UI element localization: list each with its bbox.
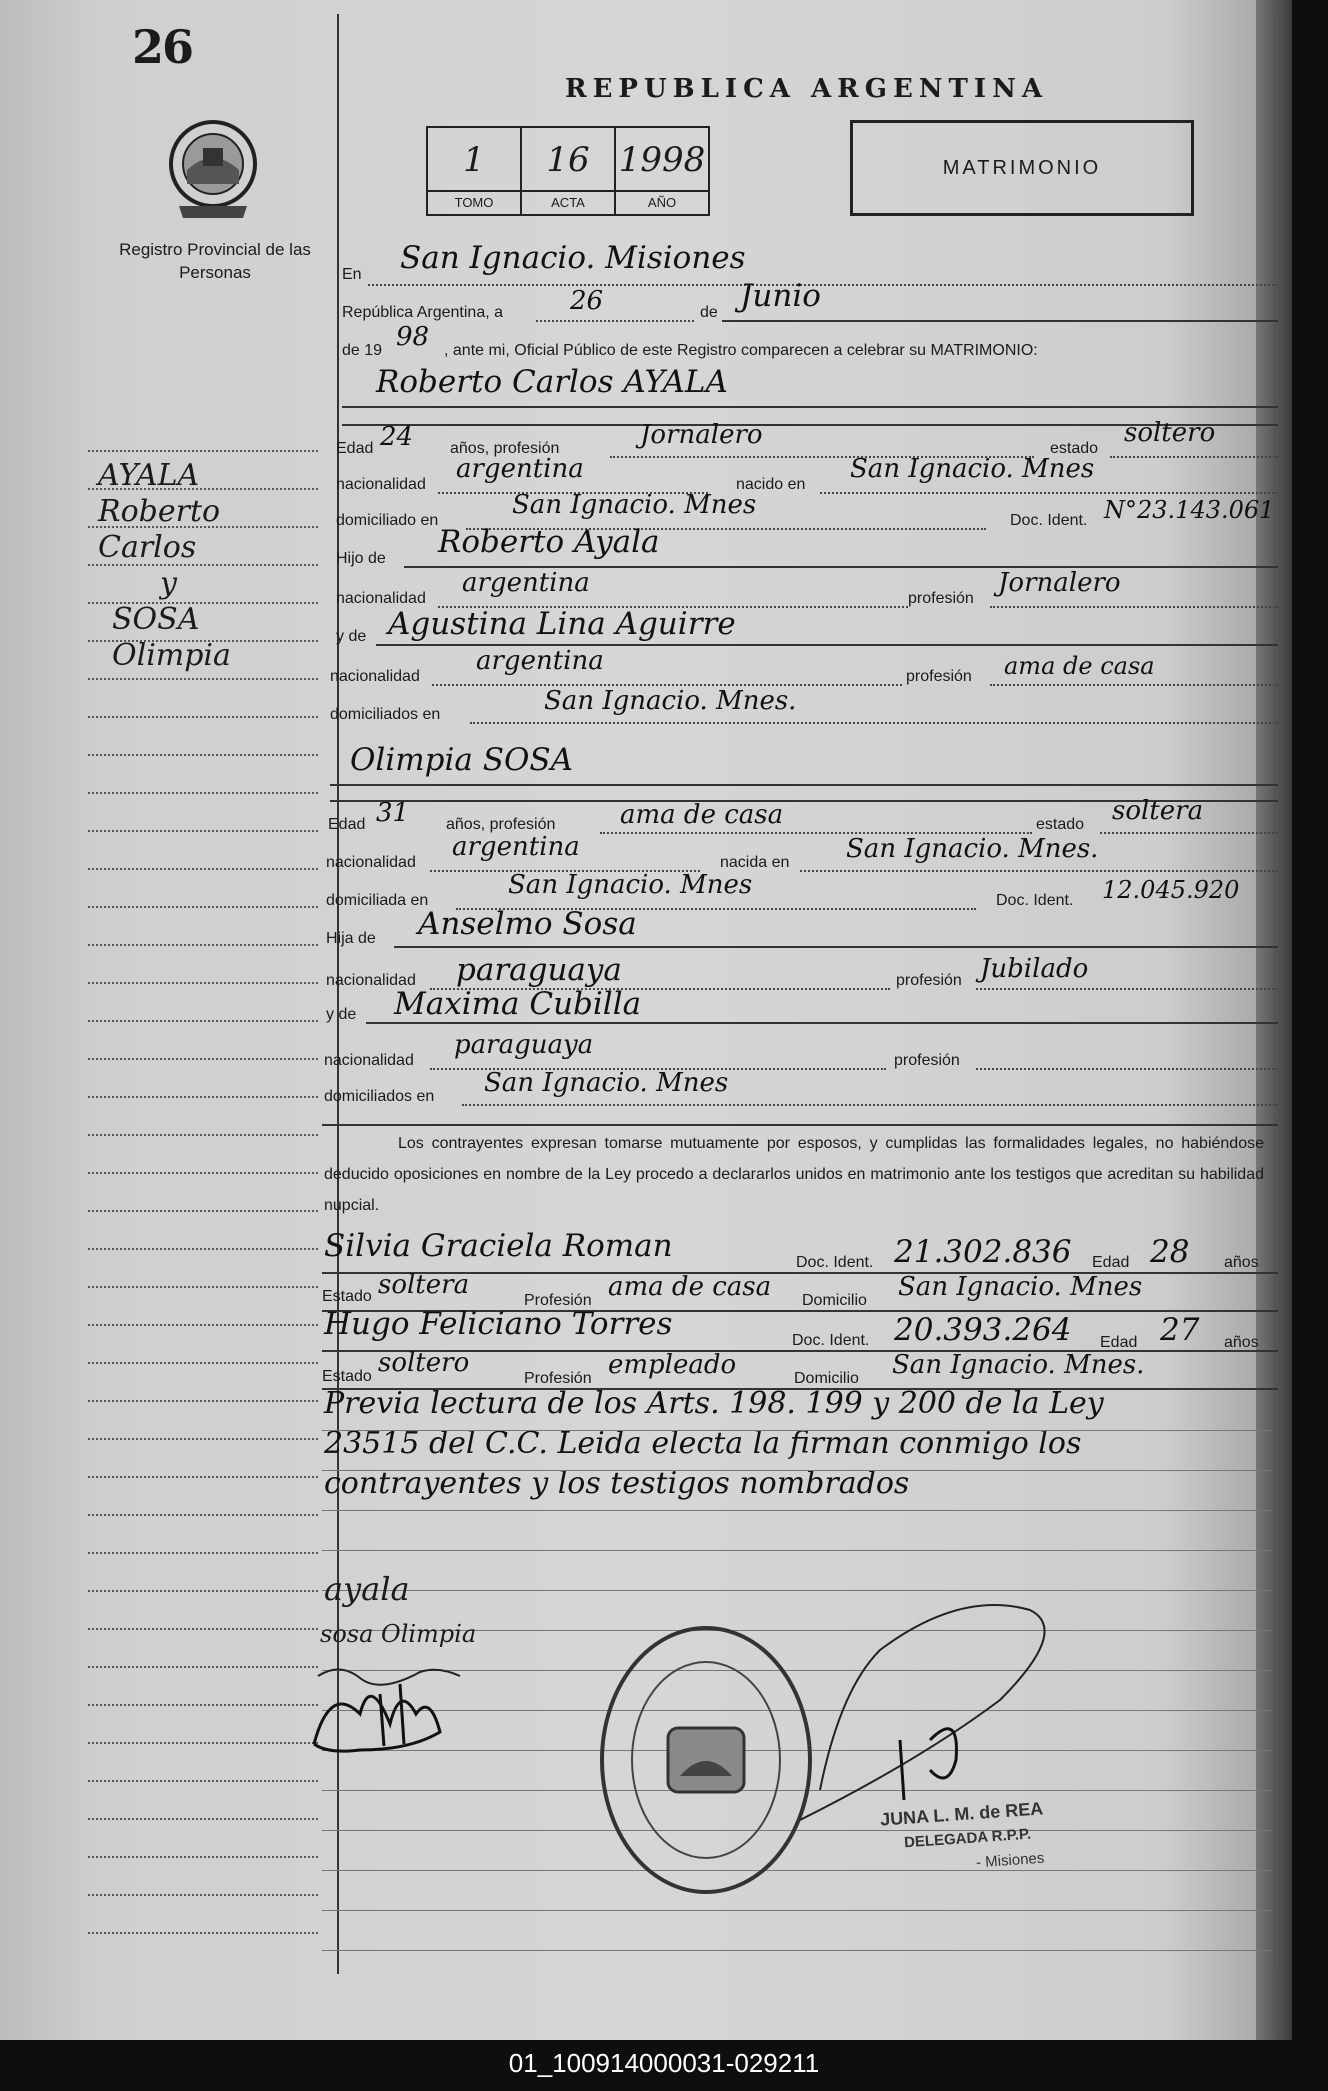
hija-de-label: Hija de [326,930,376,947]
margin-ruled-line [88,906,318,908]
marriage-place: San Ignacio. Misiones [400,240,746,276]
year-prefix: de 19 [342,342,383,359]
witness-2-status: soltero [378,1348,470,1378]
bride-profession: ama de casa [620,800,784,830]
margin-ruled-line [88,1780,318,1782]
marriage-day: 26 [570,286,604,316]
groom-status: soltero [1124,418,1216,448]
nacionalidad-label: nacionalidad [326,972,416,989]
hijo-de-label: Hijo de [336,550,386,567]
fill-line [462,1104,1278,1106]
closing-line: contrayentes y los testigos nombrados [324,1466,910,1501]
bride-doc-number: 12.045.920 [1102,876,1240,904]
groom-age: 24 [380,422,414,452]
margin-ruled-line [88,678,318,680]
margin-ruled-line [88,1704,318,1706]
fill-line [990,606,1278,608]
provincial-crest-logo [165,118,261,226]
fill-line [470,722,1278,724]
closing-line: Previa lectura de los Arts. 198. 199 y 200 de la Ley [324,1386,1104,1421]
body-ruled-line [322,1950,1272,1951]
estado-label: estado [1036,816,1085,833]
doc-ident-label: Doc. Ident. [796,1254,874,1271]
edad-label: Edad [1092,1254,1130,1271]
margin-ruled-line [88,944,318,946]
margin-ruled-line [88,754,318,756]
acta-value: 16 [546,140,590,180]
ano-value: 1998 [618,140,706,180]
groom-residence: San Ignacio. Mnes [512,490,757,520]
fill-line [1100,832,1278,834]
margin-ruled-line [88,1438,318,1440]
acta-label: ACTA [522,190,614,214]
margin-ruled-line [88,1362,318,1364]
witness-2-age: 27 [1160,1312,1200,1348]
margin-ruled-line [88,982,318,984]
witness-1-status: soltera [378,1270,470,1300]
margin-ruled-line [88,1172,318,1174]
margin-ruled-line [88,1210,318,1212]
margin-ruled-line [88,830,318,832]
margin-ruled-line [88,1894,318,1896]
de-label: de [700,304,718,321]
record-number-box [426,126,710,216]
groom-mother-nationality: argentina [476,646,604,676]
official-seal-location: - Misiones [975,1849,1045,1872]
witness-1-profession: ama de casa [608,1272,772,1302]
bride-father-nationality: paraguaya [456,952,622,988]
margin-ruled-line [88,716,318,718]
y-de-label: y de [326,1006,357,1023]
edad-label: Edad [1100,1334,1138,1351]
body-ruled-line [322,1510,1272,1511]
tomo-cell [428,128,522,214]
fill-line [368,284,1278,286]
domicilio-label: Domicilio [802,1292,867,1309]
fill-line [1110,456,1278,458]
margin-ruled-line [88,1628,318,1630]
estado-label: estado [1050,440,1099,457]
witness-signatures [300,1654,500,1764]
ano-label: AÑO [616,190,708,214]
closing-line: 23515 del C.C. Leida electa la firman conmigo los [324,1426,1082,1461]
margin-ruled-line [88,1286,318,1288]
official-seal-title: DELEGADA R.P.P. [903,1825,1032,1852]
margin-ruled-line [88,1932,318,1934]
groom-parents-residence: San Ignacio. Mnes. [544,686,797,716]
groom-profession: Jornalero [640,420,763,450]
body-ruled-line [322,1550,1272,1551]
profesion-label: profesión [896,972,962,989]
margin-ruled-line [88,792,318,794]
fill-line [394,946,1278,948]
margin-ruled-line [88,1514,318,1516]
profesion-label: profesión [894,1052,960,1069]
margin-ruled-line [88,1476,318,1478]
edad-label: Edad [336,440,374,457]
bride-name: Olimpia SOSA [350,742,574,778]
margin-note-line: Olimpia [112,638,231,673]
bride-age: 31 [376,798,410,828]
bride-nationality: argentina [452,832,580,862]
bride-status: soltera [1112,796,1204,826]
groom-father-profession: Jornalero [998,568,1121,598]
bride-mother: Maxima Cubilla [394,986,642,1022]
acta-cell [522,128,616,214]
estado-label: Estado [322,1288,372,1305]
nacido-label: nacido en [736,476,806,493]
profesion-label: Profesión [524,1292,592,1309]
margin-note-line: SOSA [112,602,200,637]
fill-line [800,870,1278,872]
profesion-label: profesión [908,590,974,607]
fill-line [342,406,1278,408]
groom-name: Roberto Carlos AYALA [376,364,728,400]
body-ruled-line [322,1470,1272,1471]
anos-profesion-label: años, profesión [446,816,556,833]
groom-birthplace: San Ignacio. Mnes [850,454,1095,484]
margin-ruled-line [88,1324,318,1326]
margin-ruled-line [88,1742,318,1744]
profesion-label: Profesión [524,1370,592,1387]
margin-ruled-line [88,1248,318,1250]
nacionalidad-label: nacionalidad [330,668,420,685]
record-type-box: MATRIMONIO [850,120,1194,216]
margin-ruled-line [88,868,318,870]
witness-1-age: 28 [1150,1234,1190,1270]
official-seal-name: JUNA L. M. de REA [879,1798,1044,1830]
groom-doc-number: N°23.143.061 [1104,496,1275,524]
marriage-month: Junio [740,278,821,314]
margin-ruled-line [88,1552,318,1554]
anos-label: años [1224,1254,1259,1271]
fill-line [976,1068,1278,1070]
margin-note-line: Carlos [98,530,197,565]
domiciliado-label: domiciliado en [336,512,439,529]
en-label: En [342,266,362,283]
anos-profesion-label: años, profesión [450,440,560,457]
margin-note-line: AYALA [98,458,200,493]
registry-label: Registro Provincial de las Personas [119,240,311,282]
groom-father-nationality: argentina [462,568,590,598]
witness-1-name: Silvia Graciela Roman [324,1228,673,1264]
witness-1-doc: 21.302.836 [894,1234,1072,1270]
declaration-paragraph: Los contrayentes expresan tomarse mutuamente por esposos, y cumplidas las formalidades legales, no habiéndose deducido oposiciones en nombre de la Ley procedo a declararlos unidos en matrimonio ante los testigos que acreditan su habilidad nupcial. [324,1135,1264,1214]
bride-mother-nationality: paraguaya [454,1030,594,1060]
domiciliada-label: domiciliada en [326,892,429,909]
fill-line [990,684,1278,686]
bride-father-profession: Jubilado [980,954,1089,984]
bride-residence: San Ignacio. Mnes [508,870,753,900]
domiciliados-label: domiciliados en [330,706,441,723]
edad-label: Edad [328,816,366,833]
y-de-label: y de [336,628,367,645]
document-id-footer: 01_100914000031-029211 [508,2048,820,2078]
witness-2-name: Hugo Feliciano Torres [324,1306,673,1342]
margin-ruled-line [88,1058,318,1060]
margin-note [98,458,231,674]
groom-father: Roberto Ayala [438,524,660,560]
nacionalidad-label: nacionalidad [336,590,426,607]
margin-ruled-line [88,1400,318,1402]
tomo-label: TOMO [428,190,520,214]
margin-ruled-line [88,1134,318,1136]
fill-line [820,492,1278,494]
margin-ruled-line [88,450,318,452]
margin-ruled-line [88,1856,318,1858]
anos-label: años [1224,1334,1259,1351]
groom-signature: ayala [324,1570,410,1608]
witness-2-profession: empleado [608,1350,737,1380]
witness-2-doc: 20.393.264 [894,1312,1072,1348]
page-number: 26 [132,20,193,74]
nacionalidad-label: nacionalidad [324,1052,414,1069]
margin-ruled-line [88,1818,318,1820]
nacionalidad-label: nacionalidad [326,854,416,871]
body-ruled-line [322,1430,1272,1431]
appearance-statement: , ante mi, Oficial Público de este Registro comparecen a celebrar su MATRIMONIO: [444,342,1038,359]
doc-ident-label: Doc. Ident. [1010,512,1088,529]
bride-birthplace: San Ignacio. Mnes. [846,834,1099,864]
profesion-label: profesión [906,668,972,685]
bride-parents-residence: San Ignacio. Mnes [484,1068,729,1098]
groom-mother-profession: ama de casa [1004,652,1155,680]
margin-note-line: Roberto [98,494,221,529]
domiciliados-label: domiciliados en [324,1088,435,1105]
bride-father: Anselmo Sosa [418,906,637,942]
domicilio-label: Domicilio [794,1370,859,1387]
republica-label: República Argentina, a [342,304,503,321]
fill-line [366,1022,1278,1024]
doc-ident-label: Doc. Ident. [996,892,1074,909]
right-rule [1274,14,1276,1974]
year-suffix: 98 [396,322,430,352]
estado-label: Estado [322,1368,372,1385]
doc-ident-label: Doc. Ident. [792,1332,870,1349]
fill-line [536,320,694,322]
country-heading: REPUBLICA ARGENTINA [565,74,1049,104]
margin-ruled-line [88,1590,318,1592]
section-divider [322,1124,1278,1126]
groom-mother: Agustina Lina Aguirre [388,606,736,642]
groom-nationality: argentina [456,454,584,484]
nacida-label: nacida en [720,854,790,871]
fill-line [976,988,1278,990]
ano-cell [616,128,708,214]
witness-2-residence: San Ignacio. Mnes. [892,1350,1145,1380]
bride-signature: sosa Olimpia [320,1620,477,1648]
margin-ruled-line [88,1096,318,1098]
margin-note-line: y [160,566,177,601]
nacionalidad-label: nacionalidad [336,476,426,493]
margin-ruled-line [88,1020,318,1022]
fill-line [330,784,1278,786]
fill-line [722,320,1278,322]
witness-1-residence: San Ignacio. Mnes [898,1272,1143,1302]
margin-ruled-line [88,1666,318,1668]
tomo-value: 1 [463,140,485,180]
body-ruled-line [322,1910,1272,1911]
